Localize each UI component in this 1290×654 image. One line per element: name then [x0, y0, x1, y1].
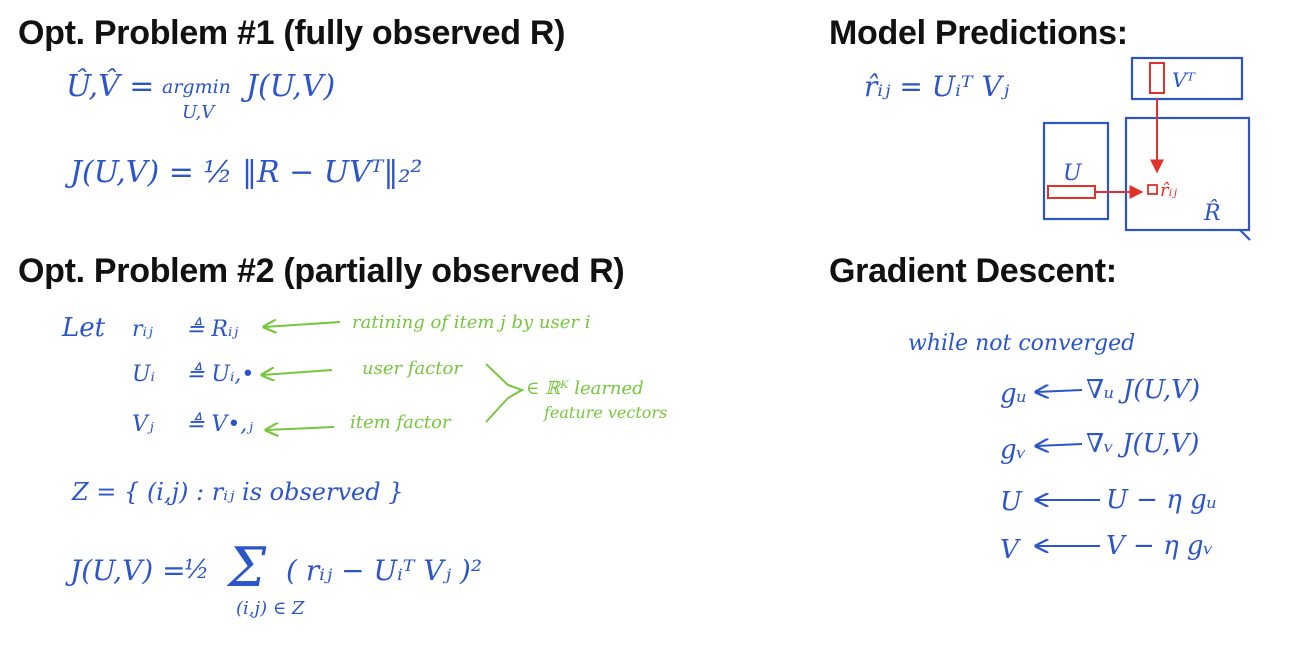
- argmin-operator: argmin: [162, 76, 231, 98]
- def-lhs: rᵢⱼ: [132, 317, 153, 342]
- u-label: U: [1063, 161, 1082, 186]
- def-lhs: Vⱼ: [132, 412, 154, 437]
- objective-2-subscript: (i,j) ∈ Z: [236, 598, 305, 619]
- heading-opt-problem-1: Opt. Problem #1 (fully observed R): [18, 14, 566, 52]
- z-definition: Z = { (i,j) : rᵢⱼ is observed }: [72, 478, 404, 506]
- objective-2-sigma: Σ: [228, 536, 267, 599]
- def-rhs: ≜ V•,ⱼ: [186, 412, 254, 437]
- gradient-block: [908, 331, 1217, 565]
- green-brace: [486, 364, 522, 422]
- brace-note-1: ∈ ℝᴷ learned: [526, 378, 644, 399]
- u-row-highlight: [1048, 186, 1095, 198]
- rhat-matrix: [1126, 118, 1249, 230]
- problem1-block: [64, 68, 422, 190]
- rij-cell: [1148, 185, 1157, 194]
- step-rhs: ∇ᵥ J(U,V): [1086, 429, 1200, 459]
- objective-1: J(U,V) = ½ ‖R − UVᵀ‖₂²: [70, 155, 423, 190]
- prediction-formula: r̂ᵢⱼ = Uᵢᵀ Vⱼ: [864, 70, 1010, 103]
- objective-2-lhs: J(U,V) =: [70, 554, 186, 587]
- rij-label: r̂ᵢⱼ: [1160, 180, 1177, 201]
- let-keyword: Let: [62, 313, 106, 343]
- predictions-block: [864, 58, 1250, 240]
- objective-2-half: ½: [184, 555, 210, 585]
- definition-row: [132, 412, 452, 437]
- argmin-lhs: Û,V̂ =: [66, 69, 155, 104]
- step-lhs: gᵥ: [1000, 435, 1027, 465]
- update-step: [1000, 375, 1200, 409]
- def-note: ratining of item j by user i: [352, 312, 591, 333]
- step-lhs: V: [1000, 535, 1019, 565]
- step-rhs: ∇ᵤ J(U,V): [1086, 375, 1201, 405]
- loop-condition: while not converged: [908, 331, 1136, 356]
- argmin-subscript: U,V: [182, 102, 215, 123]
- step-rhs: V − η gᵥ: [1106, 531, 1214, 561]
- def-lhs: Uᵢ: [132, 362, 155, 387]
- problem2-block: [61, 312, 667, 619]
- update-step: [1000, 429, 1199, 465]
- step-lhs: U: [1000, 487, 1022, 517]
- argmin-rhs: J(U,V): [246, 69, 336, 104]
- heading-opt-problem-2: Opt. Problem #2 (partially observed R): [18, 252, 625, 290]
- vt-label: Vᵀ: [1172, 68, 1195, 92]
- def-note: item factor: [350, 412, 451, 433]
- rhat-label: R̂: [1204, 201, 1221, 226]
- brace-note-2: feature vectors: [544, 403, 668, 422]
- definition-row: [132, 312, 590, 342]
- step-lhs: gᵤ: [1000, 379, 1028, 409]
- update-step: [1000, 531, 1213, 565]
- update-step: [1000, 485, 1217, 517]
- heading-gradient-descent: Gradient Descent:: [829, 252, 1117, 290]
- definition-row: [132, 358, 463, 387]
- heading-model-predictions: Model Predictions:: [829, 14, 1128, 52]
- def-rhs: ≜ Rᵢⱼ: [186, 317, 239, 342]
- def-rhs: ≜ Uᵢ,•: [186, 362, 255, 387]
- objective-2-body: ( rᵢⱼ − Uᵢᵀ Vⱼ )²: [286, 554, 483, 587]
- step-rhs: U − η gᵤ: [1106, 485, 1218, 515]
- def-note: user factor: [362, 358, 462, 379]
- vt-column-highlight: [1150, 63, 1164, 93]
